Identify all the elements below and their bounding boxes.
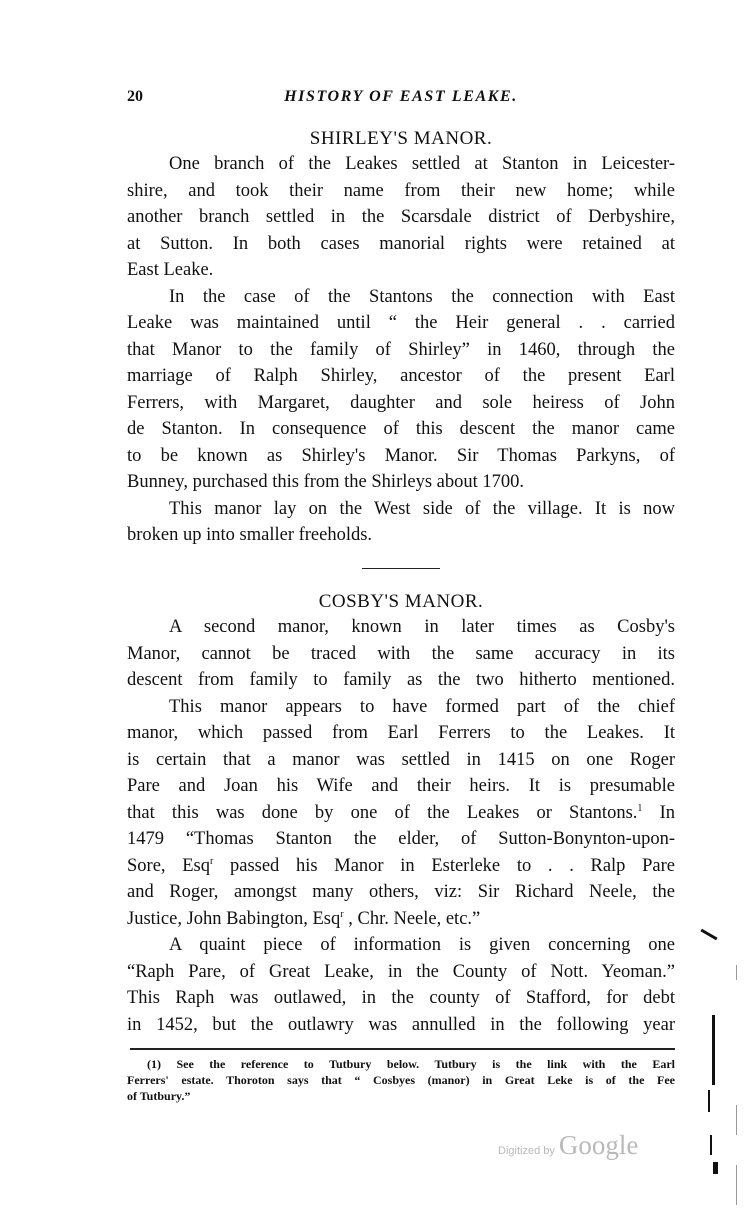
text-line: Manor, cannot be traced with the same accuracy in its	[127, 643, 675, 664]
text-line: One branch of the Leakes settled at Stanton in Leicester-	[169, 154, 675, 174]
superscript: r	[340, 908, 344, 920]
text-line: 1479 “Thomas Stanton the elder, of Sutton-Bonynton-upon-	[127, 829, 675, 849]
scan-artifact	[710, 1135, 712, 1155]
scan-artifact	[700, 929, 717, 941]
text-line: A second manor, known in later times as Cosby's	[169, 617, 675, 637]
text-line: in 1452, but the outlawry was annulled in the following year	[127, 1014, 675, 1035]
text-line: East Leake.	[127, 260, 214, 280]
text-line: and Roger, amongst many others, viz: Sir Richard Neele, the	[127, 882, 675, 902]
text-line: de Stanton. In consequence of this descent the manor came	[127, 419, 675, 439]
running-head	[127, 88, 675, 110]
footnote-line: Ferrers' estate. Thoroton says that “ Cosbyes (manor) in Great Leke is of the Fee	[127, 1073, 675, 1087]
text-span: that this was done by one of the Leakes or Stantons.	[127, 802, 638, 823]
digitized-by-google-watermark	[498, 1130, 638, 1161]
section-divider	[362, 568, 440, 569]
text-line: This manor appears to have formed part of the chief	[169, 696, 675, 717]
scan-artifact	[708, 1090, 710, 1112]
running-title: HISTORY OF EAST LEAKE.	[284, 88, 518, 105]
text-line: another branch settled in the Scarsdale district of Derbyshire,	[127, 207, 675, 227]
footnote-ref: 1	[637, 802, 643, 814]
footnote-line: (1) See the reference to Tutbury below. Tutbury is the link with the Earl	[147, 1057, 675, 1071]
footnote-divider	[130, 1048, 675, 1050]
text-line: broken up into smaller freeholds.	[127, 525, 373, 545]
scan-artifact	[712, 1015, 715, 1085]
text-line: This manor lay on the West side of the village. It is now	[169, 498, 675, 519]
text-span: passed his Manor in Esterleke to . . Ralp Pare	[213, 855, 675, 876]
scan-artifact	[713, 1162, 718, 1174]
google-logo: Google	[558, 1130, 639, 1160]
section-body-cosbys-manor	[127, 614, 675, 1038]
text-line: is certain that a manor was settled in 1415 on one Roger	[127, 749, 675, 770]
text-line: “Raph Pare, of Great Leake, in the County of Nott. Yeoman.”	[127, 961, 675, 982]
text-line: Leake was maintained until “ the Heir general . . carried	[127, 313, 675, 333]
text-line: that Manor to the family of Shirley” in 1460, through the	[127, 339, 675, 360]
text-line: Pare and Joan his Wife and their heirs. It is presumable	[127, 776, 675, 796]
scan-artifact	[736, 1165, 737, 1205]
text-line: A quaint piece of information is given concerning one	[169, 935, 675, 955]
text-span: Sore, Esq	[127, 855, 210, 876]
text-line: Ferrers, with Margaret, daughter and sole heiress of John	[127, 392, 675, 413]
section-heading-cosbys-manor: COSBY'S MANOR.	[318, 591, 484, 612]
scan-artifact	[736, 965, 737, 980]
text-line: shire, and took their name from their new home; while	[127, 180, 675, 201]
text-line: manor, which passed from Earl Ferrers to the Leakes. It	[127, 723, 675, 743]
text-line	[127, 800, 675, 827]
text-line: at Sutton. In both cases manorial rights were retained at	[127, 233, 675, 254]
scan-artifact	[736, 1105, 737, 1135]
text-line	[127, 906, 675, 933]
section-body-shirleys-manor	[127, 151, 675, 549]
footnote	[127, 1056, 675, 1104]
page-number: 20	[127, 88, 143, 105]
section-heading-shirleys-manor: SHIRLEY'S MANOR.	[309, 128, 493, 149]
text-line	[127, 853, 675, 880]
footnote-line: of Tutbury.”	[127, 1089, 191, 1103]
text-span: Justice, John Babington, Esq	[127, 908, 341, 929]
text-line: This Raph was outlawed, in the county of Stafford, for debt	[127, 988, 675, 1008]
superscript: r	[209, 855, 214, 867]
text-line: Bunney, purchased this from the Shirleys about 1700.	[127, 472, 525, 492]
watermark-prefix: Digitized by	[498, 1145, 555, 1157]
text-line: to be known as Shirley's Manor. Sir Thomas Parkyns, of	[127, 445, 675, 466]
text-line: marriage of Ralph Shirley, ancestor of the present Earl	[127, 366, 675, 386]
text-span: In	[642, 802, 675, 823]
text-line: descent from family to family as the two hitherto mentioned.	[127, 670, 675, 690]
text-line: In the case of the Stantons the connection with East	[169, 286, 675, 307]
text-span: , Chr. Neele, etc.”	[343, 908, 481, 929]
